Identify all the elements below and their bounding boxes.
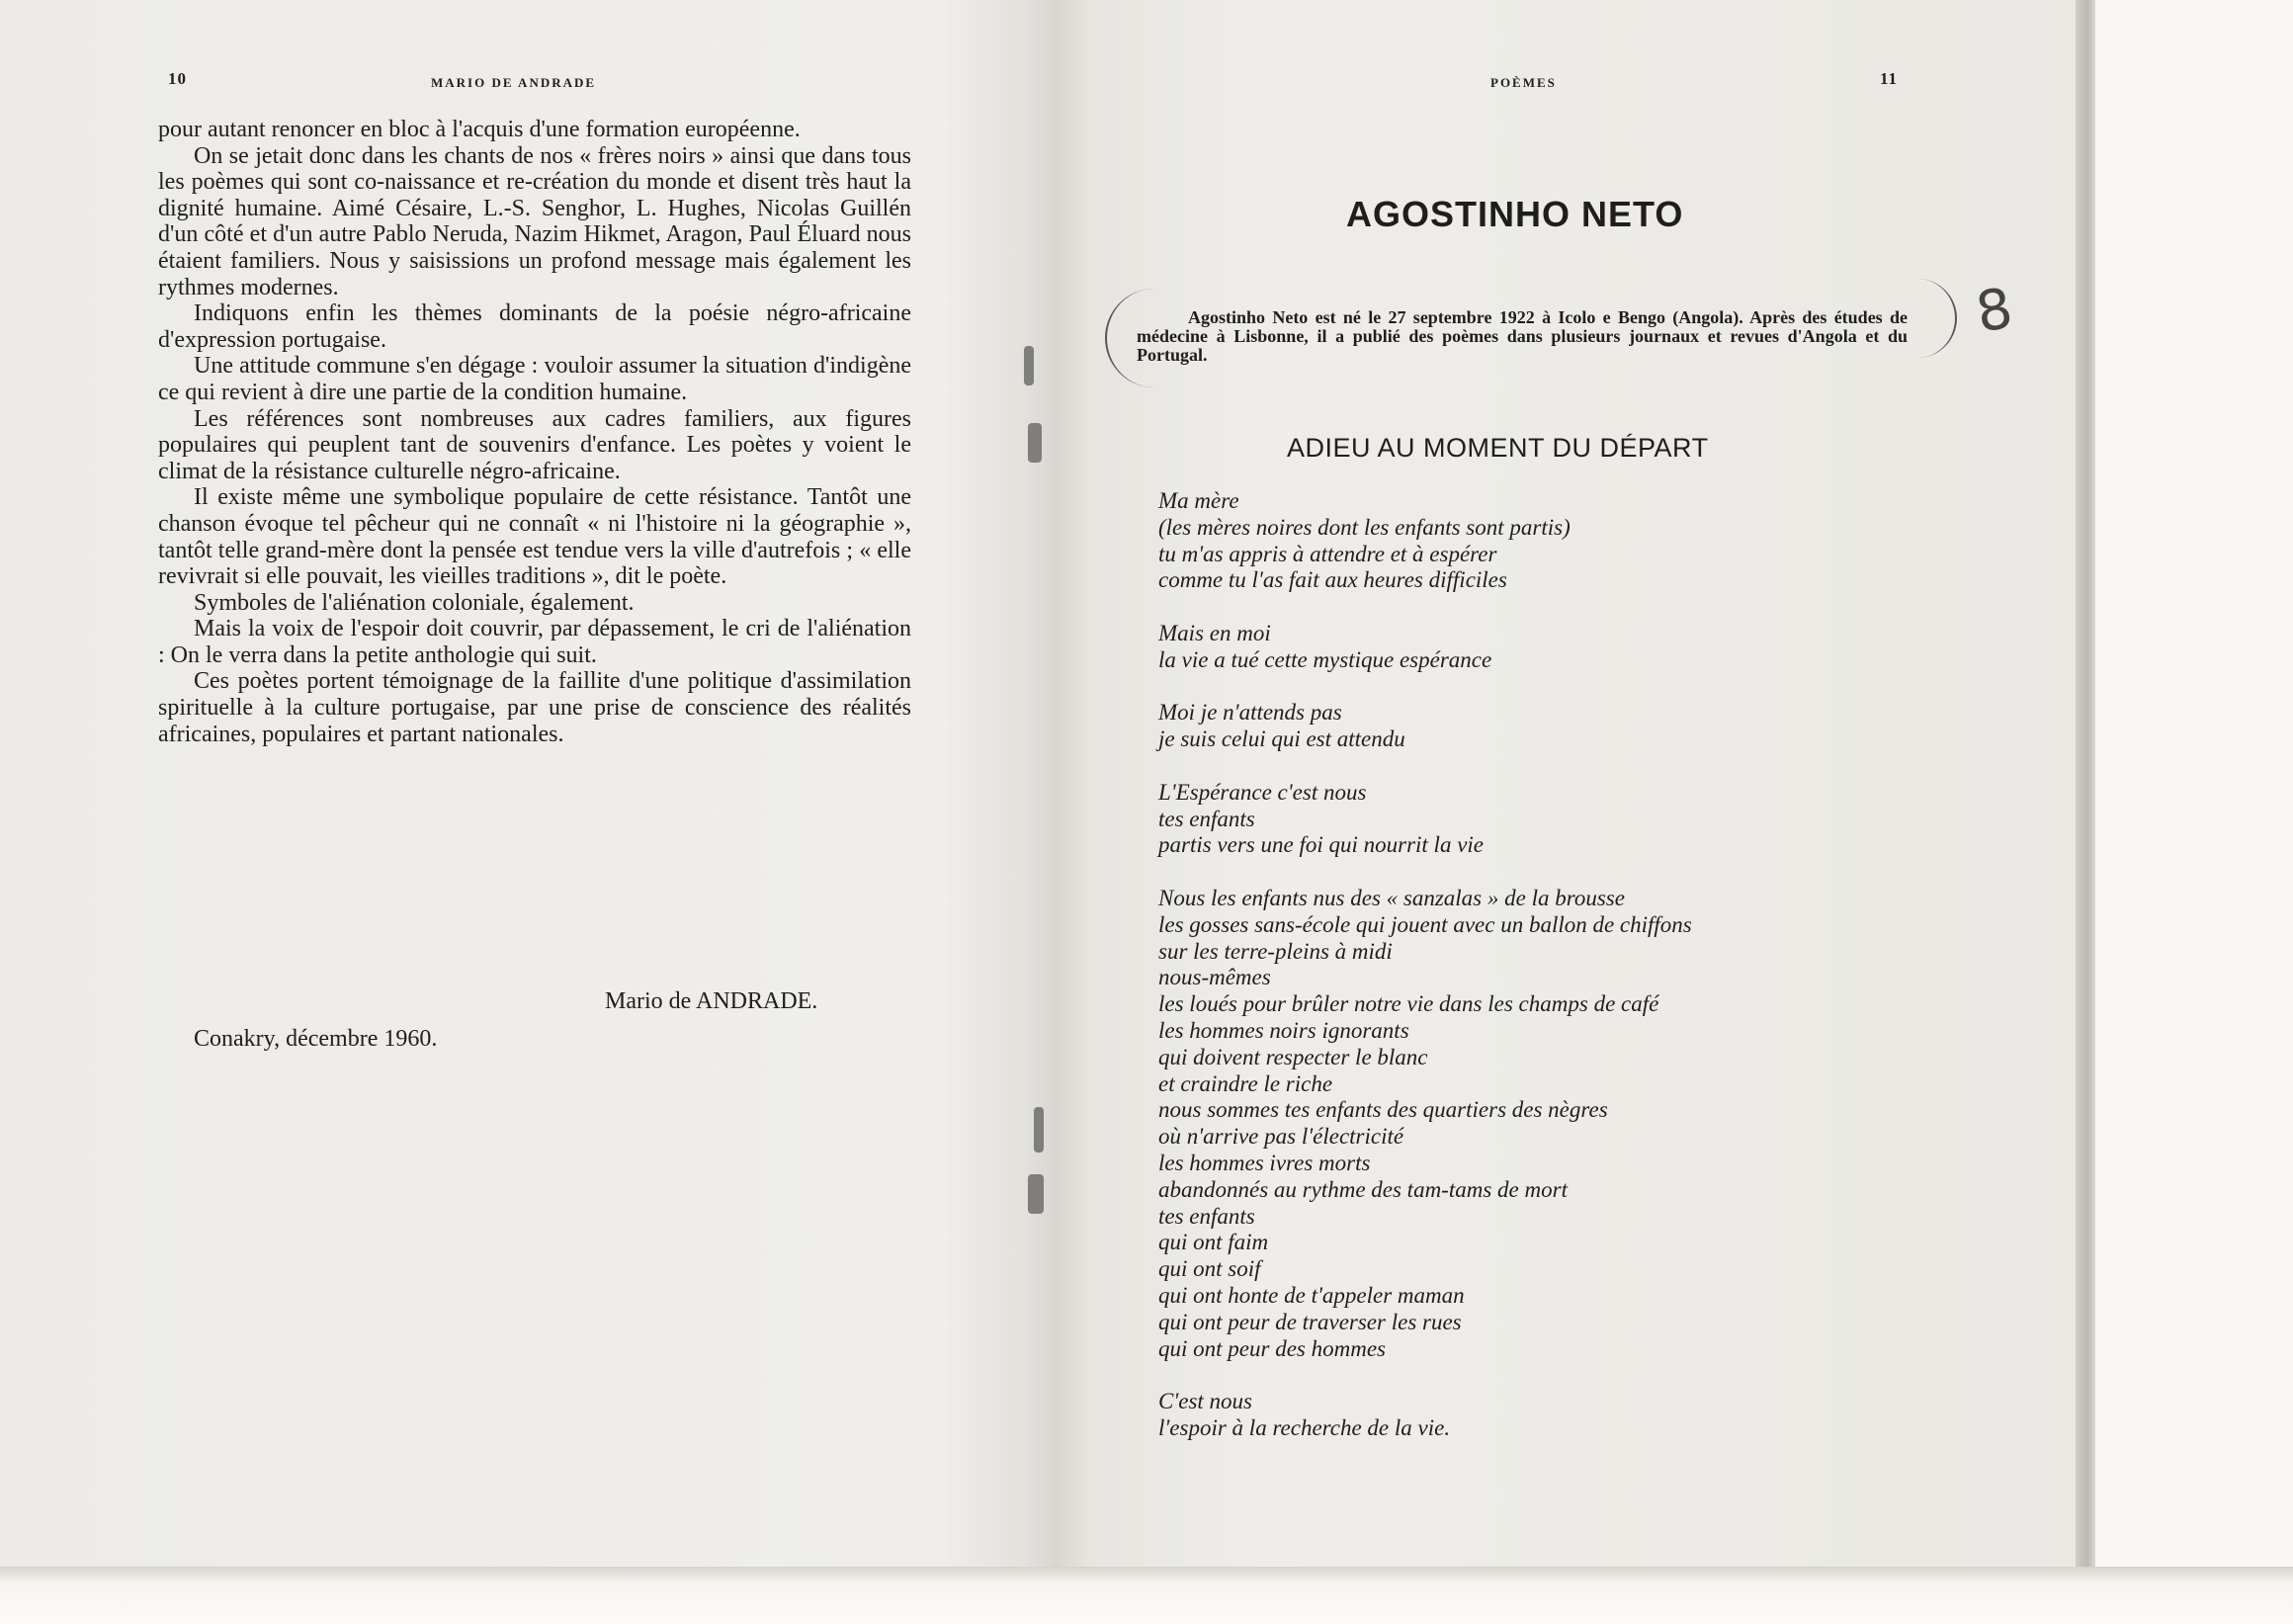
poem-line: qui ont honte de t'appeler maman <box>1158 1282 1465 1308</box>
poem-line: Ma mère <box>1158 488 1239 513</box>
poem-line: partis vers une foi qui nourrit la vie <box>1158 832 1485 858</box>
paragraph: Il existe même une symbolique populaire de cette résistance. Tantôt une chanson évoque tel pêcheur qui ne connaît « ni l'histoire ni la géographie », tantôt telle grand-mère dont la pensée est tendue vers la ville d'autrefois ; « elle revivrait si elle pouvait, les vieilles traditions », dit le poète. <box>158 484 911 590</box>
poem-line: qui ont soif <box>1158 1256 1261 1282</box>
running-head-right: POÈMES <box>1490 75 1557 90</box>
poem-line: (les mères noires dont les enfants sont partis) <box>1158 514 1571 540</box>
poem-line: où n'arrive pas l'électricité <box>1158 1124 1404 1150</box>
binding-mark <box>1024 346 1034 385</box>
page-number-left: 10 <box>168 69 187 88</box>
poem-line: tu m'as appris à attendre et à espérer <box>1158 541 1497 566</box>
poem-line: tes enfants <box>1158 1203 1255 1229</box>
author-heading: AGOSTINHO NETO <box>1346 194 1684 234</box>
handwritten-margin-note: 8 <box>1971 276 2018 346</box>
poem-line: nous-mêmes <box>1158 965 1271 990</box>
poem-line: abandonnés au rythme des tam-tams de mort <box>1158 1176 1568 1202</box>
poem-line: qui doivent respecter le blanc <box>1158 1044 1428 1069</box>
poem-line: nous sommes tes enfants des quartiers des nègres <box>1158 1097 1608 1123</box>
poem-line: Moi je n'attends pas <box>1158 700 1342 726</box>
poem-line: qui ont peur de traverser les rues <box>1158 1309 1462 1334</box>
background-margin <box>2095 0 2293 1567</box>
poem-line: les hommes ivres morts <box>1158 1150 1371 1175</box>
binding-mark <box>1028 423 1042 463</box>
poem-line: les gosses sans-école qui jouent avec un ballon de chiffons <box>1158 911 1692 937</box>
poem-stanza <box>1158 1389 1949 1442</box>
poem-stanza <box>1158 700 1949 753</box>
author-bio: Agostinho Neto est né le 27 septembre 1922 à Icolo e Bengo (Angola). Après des études de médecine à Lisbonne, il a publié des poèmes dans plusieurs journaux et revues d'Angola et du Portugal. <box>1137 307 1908 365</box>
paragraph: Symboles de l'aliénation coloniale, également. <box>194 589 635 616</box>
binding-mark <box>1028 1174 1044 1214</box>
poem-line: L'Espérance c'est nous <box>1158 779 1367 805</box>
poem-line: la vie a tué cette mystique espérance <box>1158 646 1492 672</box>
poem-line: comme tu l'as fait aux heures difficiles <box>1158 567 1507 593</box>
running-head-left: MARIO DE ANDRADE <box>431 75 597 90</box>
poem-line: Nous les enfants nus des « sanzalas » de la brousse <box>1158 885 1625 910</box>
paragraph: Les références sont nombreuses aux cadres familiers, aux figures populaires qui peuplent tant de souvenirs d'enfance. Les poètes y voient le climat de la résistance culturelle négro-africaine. <box>158 405 911 484</box>
poem-line: et craindre le riche <box>1158 1070 1333 1096</box>
poem-stanza <box>1158 488 1949 594</box>
poem-line: l'espoir à la recherche de la vie. <box>1158 1414 1451 1440</box>
paragraph: Une attitude commune s'en dégage : vouloir assumer la situation d'indigène ce qui revient à dire une partie de la condition humaine. <box>158 353 911 405</box>
poem-stanza <box>1158 886 1949 1362</box>
page-edge <box>2076 0 2095 1567</box>
poem-line: sur les terre-pleins à midi <box>1158 938 1393 964</box>
paragraph: pour autant renoncer en bloc à l'acquis d'une formation européenne. <box>158 117 801 142</box>
poem-line: C'est nous <box>1158 1389 1253 1414</box>
page-number-right: 11 <box>1880 69 1899 88</box>
paragraph: On se jetait donc dans les chants de nos « frères noirs » ainsi que dans tous les poèmes qui sont co-naissance et re-création du monde et disent très haut la dignité humaine. Aimé Césaire, L.-S. Senghor, L. Hughes, Nicolas Guillén d'un côté et d'un autre Pablo Neruda, Nazim Hikmet, Aragon, Paul Éluard nous étaient familiers. Nous y saisissions un profond message mais également les rythmes modernes. <box>158 142 911 300</box>
poem-line: je suis celui qui est attendu <box>1158 727 1405 752</box>
poem-text <box>1158 488 1949 1468</box>
essay-text <box>158 117 911 747</box>
poem-line: qui ont faim <box>1158 1230 1269 1255</box>
paragraph: Indiquons enfin les thèmes dominants de la poésie négro-africaine d'expression portugaise. <box>158 300 911 353</box>
poem-stanza <box>1158 780 1949 859</box>
poem-line: Mais en moi <box>1158 620 1271 645</box>
poem-line: les hommes noirs ignorants <box>1158 1017 1409 1043</box>
paragraph: Mais la voix de l'espoir doit couvrir, par dépassement, le cri de l'aliénation : On le verra dans la petite anthologie qui suit. <box>158 616 911 668</box>
poem-title: ADIEU AU MOMENT DU DÉPART <box>1287 433 1709 463</box>
poem-line: qui ont peur des hommes <box>1158 1335 1386 1361</box>
signature: Mario de ANDRADE. <box>605 988 818 1014</box>
bottom-margin <box>0 1567 2293 1624</box>
paragraph: Ces poètes portent témoignage de la faillite d'une politique d'assimilation spirituelle à la culture portugaise, par une prise de conscience des réalités africaines, populaires et partant nationales. <box>158 668 911 747</box>
poem-line: tes enfants <box>1158 806 1255 831</box>
poem-stanza <box>1158 621 1949 674</box>
binding-mark <box>1034 1107 1044 1153</box>
poem-line: les loués pour brûler notre vie dans les champs de café <box>1158 991 1659 1017</box>
place-date: Conakry, décembre 1960. <box>194 1026 438 1052</box>
